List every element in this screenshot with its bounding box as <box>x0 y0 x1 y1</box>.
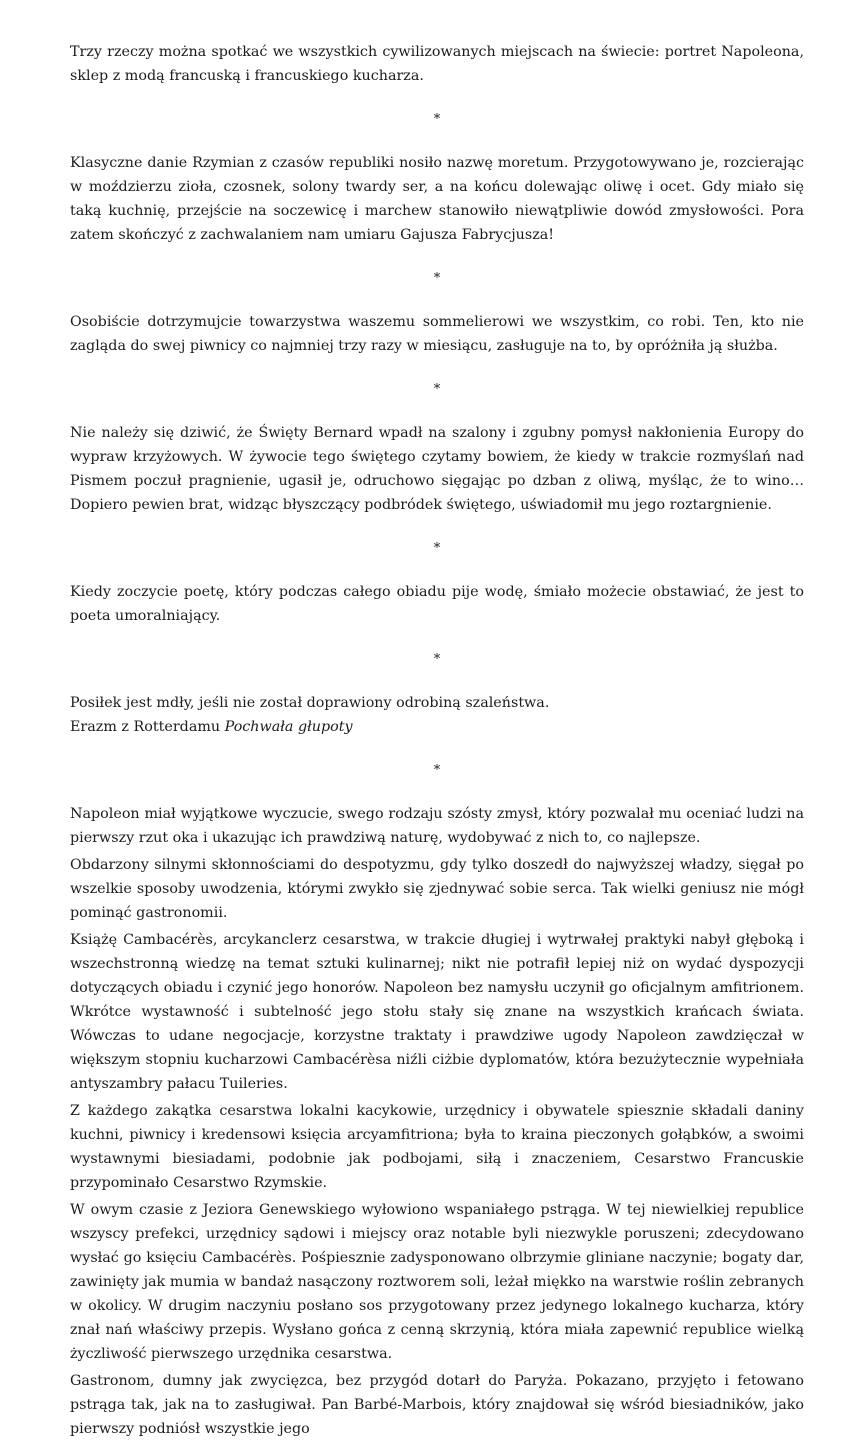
story-paragraph-1: Napoleon miał wyjątkowe wyczucie, swego rodzaju szósty zmysł, który pozwalał mu oceniać ludzi na pierwszy rzut oka i ukazując ich prawdziwą naturę, wydobywać z nich to, co najlepsze. <box>70 806 804 846</box>
quote-work: Pochwała głupoty <box>224 719 353 735</box>
story-paragraph-2: Obdarzony silnymi skłonnościami do despotyzmu, gdy tylko doszedł do najwyższej władzy, sięgał po wszelkie sposoby uwodzenia, którymi zwykło się zjednywać sobie serca. Tak wielki geniusz nie mógł pominąć gastronomii. <box>70 857 804 921</box>
story-paragraph-4: Z każdego zakątka cesarstwa lokalni kacykowie, urzędnicy i obywatele spiesznie składali daniny kuchni, piwnicy i kredensowi księcia arcyamfitriona; była to kraina pieczonych gołąbków, a swoimi wystawnymi biesiadami, podobnie jak podbojami, siłą i znaczeniem, Cesarstwo Francuskie przypominało Cesarstwo Rzymskie. <box>70 1103 804 1191</box>
quote-block <box>70 691 804 739</box>
quote-attribution <box>70 715 804 739</box>
separator-4: * <box>433 541 441 556</box>
quote-text: Posiłek jest mdły, jeśli nie został doprawiony odrobiną szaleństwa. <box>70 695 550 711</box>
separator-5: * <box>433 652 441 667</box>
separator-6: * <box>433 763 441 778</box>
separator-1: * <box>433 112 441 127</box>
story-paragraph-6: Gastronom, dumny jak zwycięzca, bez przygód dotarł do Paryża. Pokazano, przyjęto i fetowano pstrąga tak, jak na to zasługiwał. Pan Barbé-Marbois, który znajdował się wśród biesiadników, jako pierwszy podniósł wszystkie jego <box>70 1373 804 1437</box>
aphorism-2: Klasyczne danie Rzymian z czasów republiki nosiło nazwę moretum. Przygotowywano je, rozcierając w moździerzu zioła, czosnek, solony twardy ser, a na końcu dolewając oliwę i ocet. Gdy miało się taką kuchnię, przejście na soczewicę i marchew stanowiło niewątpliwie dowód zmysłowości. Pora zatem skończyć z zachwalaniem nam umiaru Gajusza Fabrycjusza! <box>70 155 804 243</box>
document-page <box>70 40 804 1444</box>
aphorism-5: Kiedy zoczycie poetę, który podczas całego obiadu pije wodę, śmiało możecie obstawiać, że jest to poeta umoralniający. <box>70 584 804 624</box>
aphorism-3: Osobiście dotrzymujcie towarzystwa waszemu sommelierowi we wszystkim, co robi. Ten, kto nie zagląda do swej piwnicy co najmniej trzy razy w miesiącu, zasługuje na to, by opróżniła ją służba. <box>70 314 804 354</box>
story-section <box>70 802 804 1441</box>
story-paragraph-5: W owym czasie z Jeziora Genewskiego wyłowiono wspaniałego pstrąga. W tej niewielkiej republice wszyscy prefekci, urzędnicy sądowi i miejscy oraz notable byli niezwykle poruszeni; zdecydowano wysłać go księciu Cambacérès. Pośpiesznie zadysponowano olbrzymie gliniane naczynie; bogaty dar, zawinięty jak mumia w bandaż nasączony roztworem soli, leżał miękko na warstwie roślin zebranych w okolicy. W drugim naczyniu posłano sos przygotowany przez jedynego lokalnego kucharza, który znał nań właściwy przepis. Wysłano gońca z cenną skrzynią, która miała zapewnić republice wielką życzliwość pierwszego urzędnika cesarstwa. <box>70 1202 804 1362</box>
quote-author: Erazm z Rotterdamu <box>70 719 221 735</box>
aphorism-4: Nie należy się dziwić, że Święty Bernard wpadł na szalony i zgubny pomysł nakłonienia Europy do wypraw krzyżowych. W żywocie tego świętego czytamy bowiem, że kiedy w trakcie rozmyślań nad Pismem poczuł pragnienie, ugasił je, odruchowo sięgając po dzban z oliwą, myśląc, że to wino… Dopiero pewien brat, widząc błyszczący podbródek świętego, uświadomił mu jego roztargnienie. <box>70 425 804 513</box>
separator-2: * <box>433 271 441 286</box>
aphorism-1: Trzy rzeczy można spotkać we wszystkich cywilizowanych miejscach na świecie: portret Napoleona, sklep z modą francuską i francuskiego kucharza. <box>70 44 804 84</box>
separator-3: * <box>433 382 441 397</box>
story-paragraph-3: Książę Cambacérès, arcykanclerz cesarstwa, w trakcie długiej i wytrwałej praktyki nabył głęboką i wszechstronną wiedzę na temat sztuki kulinarnej; nikt nie potrafił lepiej niż on wydać dyspozycji dotyczących obiadu i czynić jego honorów. Napoleon bez namysłu uczynił go oficjalnym amfitrionem. Wkrótce wystawność i subtelność jego stołu stały się znane na wszystkich krańcach świata. Wówczas to udane negocjacje, korzystne traktaty i prawdziwe ugody Napoleon zawdzięczał w większym stopniu kucharzowi Cambacérèsa niźli ciżbie dyplomatów, która bezużytecznie wypełniała antyszambry pałacu Tuileries. <box>70 932 804 1092</box>
